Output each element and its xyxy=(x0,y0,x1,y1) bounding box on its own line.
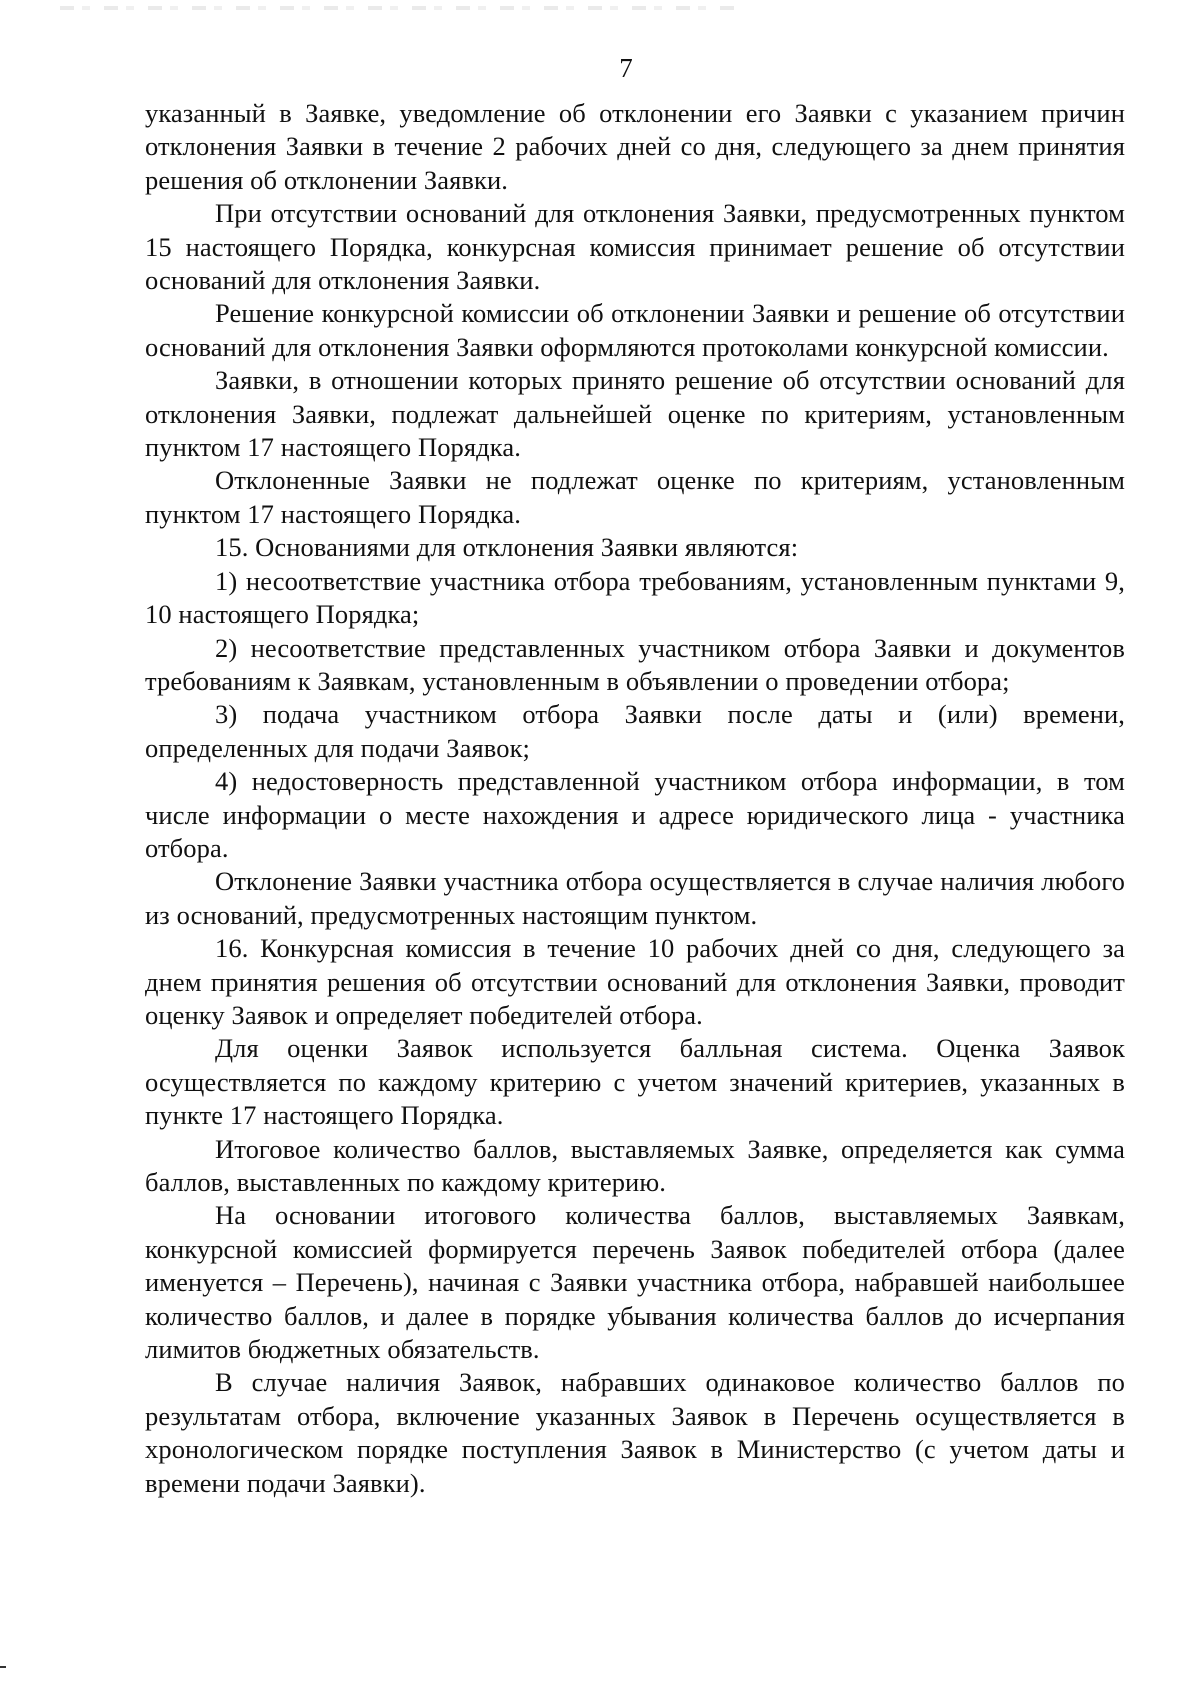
list-item-3: 3) подача участником отбора Заявки после даты и (или) времени, определенных для подачи Заявок; xyxy=(145,699,1125,763)
paragraph: На основании итогового количества баллов, выставляемых Заявкам, конкурсной комиссией формируется перечень Заявок победителей отбора (далее именуется – Перечень), начиная с Заявки участника отбора, набравшей наибольшее количество баллов, и далее в порядке убывания количества баллов до исчерпания лимитов бюджетных обязательств. xyxy=(145,1200,1125,1365)
list-item-4: 4) недостоверность представленной участником отбора информации, в том числе информации о месте нахождения и адресе юридического лица - участника отбора. xyxy=(145,766,1125,863)
paragraph-continuation: указанный в Заявке, уведомление об отклонении его Заявки с указанием причин отклонения Заявки в течение 2 рабочих дней со дня, следующего за днем принятия решения об отклонении Заявки. xyxy=(145,98,1125,195)
paragraph: Решение конкурсной комиссии об отклонении Заявки и решение об отсутствии оснований для отклонения Заявки оформляются протоколами конкурсной комиссии. xyxy=(145,298,1125,362)
scan-artifact xyxy=(60,6,740,10)
section-15-heading: 15. Основаниями для отклонения Заявки являются: xyxy=(215,532,799,563)
paragraph: Отклонение Заявки участника отбора осуществляется в случае наличия любого из оснований, предусмотренных настоящим пунктом. xyxy=(145,866,1125,930)
list-item-1: 1) несоответствие участника отбора требованиям, установленным пунктами 9, 10 настоящего Порядка; xyxy=(145,565,1125,630)
paragraph: Итоговое количество баллов, выставляемых Заявке, определяется как сумма баллов, выставленных по каждому критерию. xyxy=(145,1133,1125,1197)
document-body xyxy=(145,97,1125,1500)
paragraph: В случае наличия Заявок, набравших одинаковое количество баллов по результатам отбора, включение указанных Заявок в Перечень осуществляется в хронологическом порядке поступления Заявок в Министерство (с учетом даты и времени подачи Заявки). xyxy=(145,1367,1125,1498)
scan-margin-mark xyxy=(0,1666,6,1668)
page-number: 7 xyxy=(619,53,633,83)
list-item-2: 2) несоответствие представленных участником отбора Заявки и документов требованиям к Заявкам, установленным в объявлении о проведении отбора; xyxy=(145,632,1125,696)
paragraph: Для оценки Заявок используется балльная система. Оценка Заявок осуществляется по каждому критерию с учетом значений критериев, указанных в пункте 17 настоящего Порядка. xyxy=(145,1033,1125,1131)
paragraph: При отсутствии оснований для отклонения Заявки, предусмотренных пунктом 15 настоящего Порядка, конкурсная комиссия принимает решение об отсутствии оснований для отклонения Заявки. xyxy=(145,198,1125,296)
paragraph: Заявки, в отношении которых принято решение об отсутствии оснований для отклонения Заявки, подлежат дальнейшей оценке по критериям, установленным пунктом 17 настоящего Порядка. xyxy=(145,365,1125,463)
section-16-paragraph: 16. Конкурсная комиссия в течение 10 рабочих дней со дня, следующего за днем принятия решения об отсутствии оснований для отклонения Заявки, проводит оценку Заявок и определяет победителей отбора. xyxy=(145,933,1125,1030)
paragraph: Отклоненные Заявки не подлежат оценке по критериям, установленным пунктом 17 настоящего Порядка. xyxy=(145,465,1125,529)
